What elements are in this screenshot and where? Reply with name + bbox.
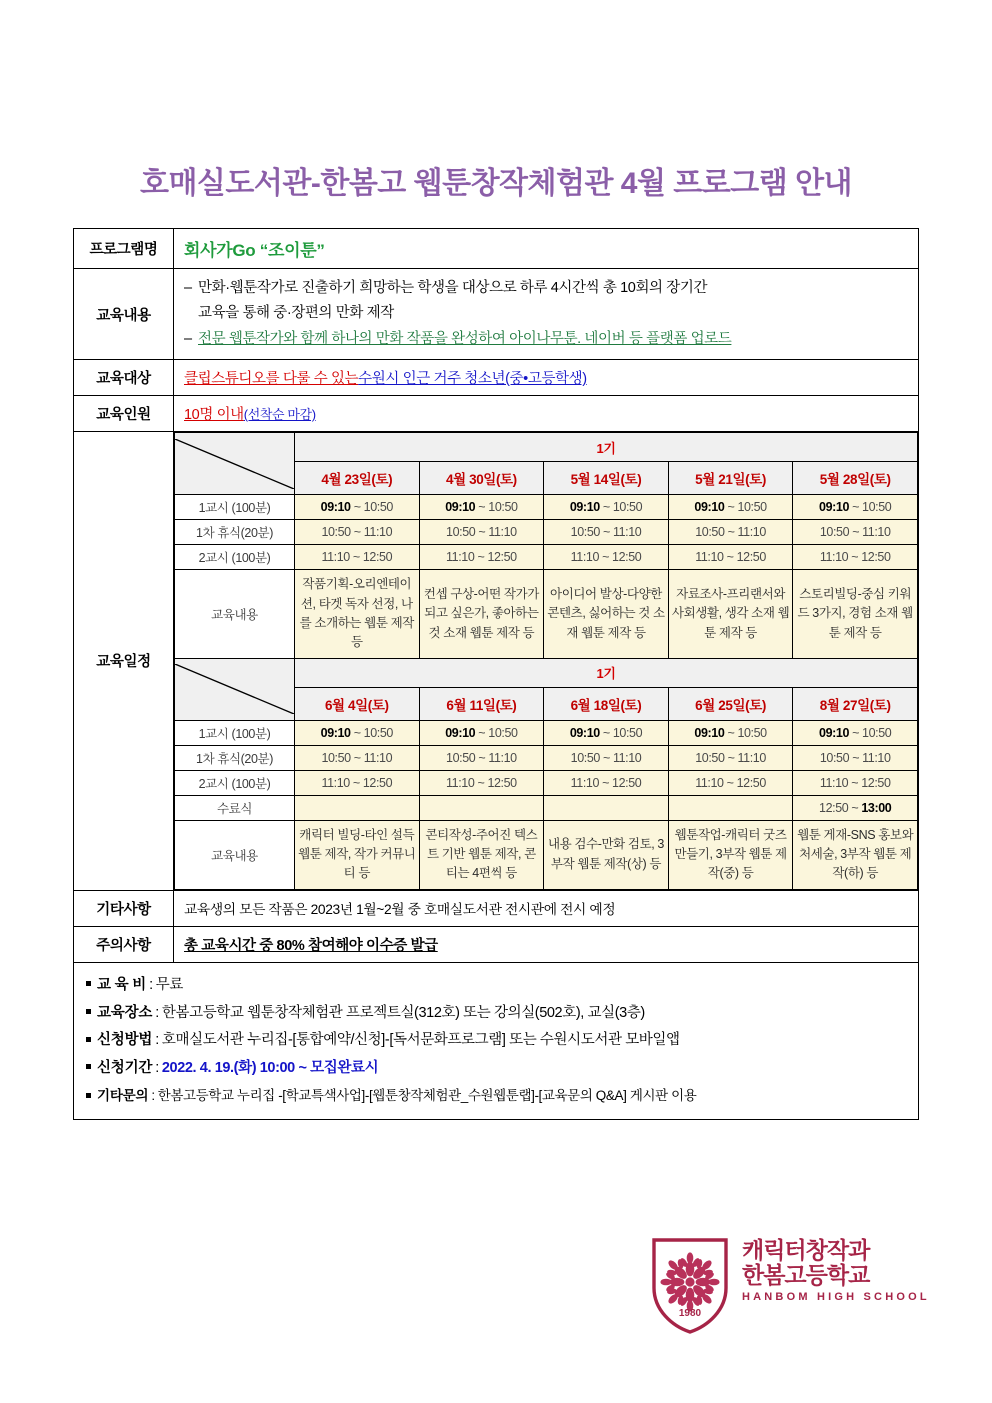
- dash-marker: –: [184, 280, 192, 296]
- bullet-separator: :: [155, 1032, 159, 1049]
- label-education-content: 교육내용: [74, 269, 174, 360]
- value-target: [174, 360, 919, 396]
- logo-korean-line-1: 캐릭터창작과: [742, 1237, 870, 1263]
- block2-term-label: 1기: [295, 658, 918, 687]
- block2-date-header: 6월 11일(토): [419, 687, 544, 720]
- value-etc: [174, 890, 919, 926]
- schedule-container: [174, 432, 919, 891]
- capacity-red-text: 10명 이내: [184, 407, 244, 424]
- block1-period2-cell: 11:10 ~ 12:50: [419, 545, 544, 570]
- content-line-2-text: 교육을 통해 중·장편의 만화 제작: [198, 305, 394, 322]
- bullet-key: 교육장소: [97, 1004, 153, 1021]
- block1-content-cell: 스토리빌딩-중심 키워드 3가지, 경험 소재 웹툰 제작 등: [793, 570, 918, 659]
- block1-content-cell: 컨셉 구상-어떤 작가가 되고 싶은가, 좋아하는 것 소재 웹툰 제작 등: [419, 570, 544, 659]
- schedule-block1-break-row: [175, 520, 918, 545]
- program-info-table: [73, 228, 919, 1120]
- content-line-1-text: 만화·웹툰작가로 진출하기 희망하는 학생을 대상으로 하루 4시간씩 총 10회의 장기간: [198, 280, 708, 296]
- label-schedule: 교육일정: [74, 432, 174, 891]
- table-row-program-name: [74, 229, 919, 269]
- block1-break-cell: 10:50 ~ 11:10: [419, 520, 544, 545]
- shield-crest-icon: [648, 1236, 732, 1336]
- schedule-block2-break-row: [175, 745, 918, 770]
- list-item: [86, 1000, 906, 1028]
- block2-break-cell: 10:50 ~ 11:10: [295, 745, 420, 770]
- block1-date-header: 5월 28일(토): [793, 462, 918, 495]
- block2-period2-cell: 11:10 ~ 12:50: [793, 770, 918, 795]
- block2-break-cell: 10:50 ~ 11:10: [668, 745, 793, 770]
- list-item: [86, 972, 906, 1000]
- list-item: [86, 1027, 906, 1055]
- block1-content-cell: 자료조사-프리랜서와 사회생활, 생각 소재 웹툰 제작 등: [668, 570, 793, 659]
- label-etc: 기타사항: [74, 890, 174, 926]
- block1-period2-cell: 11:10 ~ 12:50: [544, 545, 669, 570]
- table-row-target: [74, 360, 919, 396]
- block2-content-cell: 웹툰 게재-SNS 홍보와 처세술, 3부작 웹툰 제작(하) 등: [793, 820, 918, 889]
- content-line-1: [184, 276, 908, 301]
- bullet-square-icon: [86, 981, 91, 986]
- row-label-period1: 1교시 (100분): [175, 495, 295, 520]
- etc-text: 교육생의 모든 작품은 2023년 1월~2월 중 호매실도서관 전시관에 전시 예정: [184, 902, 616, 918]
- block2-period1-cell: 09:10 ~ 10:50: [793, 720, 918, 745]
- schedule-block2-content-row: [175, 820, 918, 889]
- block1-content-cell: 작품기획-오리엔테이션, 타겟 독자 선정, 나를 소개하는 웹툰 제작 등: [295, 570, 420, 659]
- caution-text: 총 교육시간 중 80% 참여해야 이수증 발급: [184, 937, 438, 954]
- block2-period1-cell: 09:10 ~ 10:50: [668, 720, 793, 745]
- bullet-list: [74, 962, 919, 1119]
- bullet-square-icon: [86, 1064, 91, 1069]
- row-label-content: 교육내용: [175, 570, 295, 659]
- block2-content-cell: 콘티작성-주어진 텍스트 기반 웹툰 제작, 콘티는 4편씩 등: [419, 820, 544, 889]
- row-label-period2: 2교시 (100분): [175, 545, 295, 570]
- block1-break-cell: 10:50 ~ 11:10: [295, 520, 420, 545]
- schedule-block1-content-row: [175, 570, 918, 659]
- diagonal-corner-cell: [175, 433, 295, 495]
- block2-ceremony-cell: 12:50 ~ 13:00: [793, 795, 918, 820]
- block1-break-cell: 10:50 ~ 11:10: [668, 520, 793, 545]
- bullet-value: 호매실도서관 누리집-[통합예약/신청]-[독서문화프로그램] 또는 수원시도서관 모바일앱: [161, 1032, 680, 1049]
- logo-english-name: HANBOM HIGH SCHOOL: [742, 1290, 930, 1303]
- label-caution: 주의사항: [74, 926, 174, 962]
- row-label-period1: 1교시 (100분): [175, 720, 295, 745]
- dash-marker: –: [184, 330, 192, 347]
- row-label-ceremony: 수료식: [175, 795, 295, 820]
- block1-break-cell: 10:50 ~ 11:10: [544, 520, 669, 545]
- row-label-period2: 2교시 (100분): [175, 770, 295, 795]
- block2-content-cell: 내용 검수-만화 검토, 3부작 웹툰 제작(상) 등: [544, 820, 669, 889]
- value-capacity: [174, 396, 919, 432]
- logo-wordmark: [742, 1238, 930, 1303]
- diagonal-line-icon: [175, 664, 294, 714]
- content-line-2: [184, 301, 908, 326]
- schedule-block2-term-row: [175, 658, 918, 687]
- diagonal-line-icon: [175, 439, 294, 489]
- block2-period1-cell: 09:10 ~ 10:50: [419, 720, 544, 745]
- block1-period1-cell: 09:10 ~ 10:50: [793, 495, 918, 520]
- list-item: [86, 1055, 906, 1083]
- bullet-square-icon: [86, 1093, 91, 1098]
- block2-date-header: 6월 25일(토): [668, 687, 793, 720]
- block2-ceremony-cell: [668, 795, 793, 820]
- bullet-key: 신청방법: [97, 1032, 153, 1049]
- row-label-content: 교육내용: [175, 820, 295, 889]
- block2-date-header: 6월 18일(토): [544, 687, 669, 720]
- block1-date-header: 5월 14일(토): [544, 462, 669, 495]
- label-target: 교육대상: [74, 360, 174, 396]
- schedule-table: [174, 432, 918, 890]
- block2-period2-cell: 11:10 ~ 12:50: [295, 770, 420, 795]
- block2-content-cell: 웹툰작업-캐릭터 굿즈 만들기, 3부작 웹툰 제작(중) 등: [668, 820, 793, 889]
- block2-break-cell: 10:50 ~ 11:10: [419, 745, 544, 770]
- capacity-blue-text: (선착순 마감): [243, 407, 316, 423]
- block1-term-label: 1기: [295, 433, 918, 462]
- block2-break-cell: 10:50 ~ 11:10: [544, 745, 669, 770]
- block2-content-cell: 캐릭터 빌딩-타인 설득 웹툰 제작, 작가 커뮤니티 등: [295, 820, 420, 889]
- bullet-square-icon: [86, 1037, 91, 1042]
- row-label-break1: 1차 휴식(20분): [175, 745, 295, 770]
- block1-period1-cell: 09:10 ~ 10:50: [668, 495, 793, 520]
- table-row-schedule: [74, 432, 919, 891]
- value-education-content: [174, 269, 919, 360]
- block2-date-header: 6월 4일(토): [295, 687, 420, 720]
- block1-period2-cell: 11:10 ~ 12:50: [295, 545, 420, 570]
- block2-period2-cell: 11:10 ~ 12:50: [544, 770, 669, 795]
- schedule-block2-ceremony-row: [175, 795, 918, 820]
- block1-period1-cell: 09:10 ~ 10:50: [419, 495, 544, 520]
- logo-korean-line-2: 한봄고등학교: [742, 1261, 870, 1288]
- school-logo: [648, 1236, 938, 1341]
- block1-break-cell: 10:50 ~ 11:10: [793, 520, 918, 545]
- bullet-separator: :: [149, 976, 153, 993]
- program-name-text: 회사가Go “조이툰”: [184, 241, 325, 260]
- table-row-caution: [74, 926, 919, 962]
- target-red-text: 클립스튜디오를 다룰 수 있는: [184, 371, 359, 388]
- bullet-separator: :: [151, 1088, 155, 1104]
- schedule-block1-term-row: [175, 433, 918, 462]
- block2-period2-cell: 11:10 ~ 12:50: [668, 770, 793, 795]
- bullet-value: 무료: [155, 976, 183, 993]
- bullet-value: 2022. 4. 19.(화) 10:00 ~ 모집완료시: [161, 1060, 379, 1077]
- schedule-block1-period2-row: [175, 545, 918, 570]
- row-label-break1: 1차 휴식(20분): [175, 520, 295, 545]
- block1-date-header: 5월 21일(토): [668, 462, 793, 495]
- block2-ceremony-cell: [419, 795, 544, 820]
- block1-content-cell: 아이디어 발상-다양한 콘텐츠, 싫어하는 것 소재 웹툰 제작 등: [544, 570, 669, 659]
- block2-ceremony-cell: [295, 795, 420, 820]
- block1-period2-cell: 11:10 ~ 12:50: [668, 545, 793, 570]
- bullet-square-icon: [86, 1009, 91, 1014]
- table-row-etc: [74, 890, 919, 926]
- bullet-value: 한봄고등학교 누리집 -[학교특색사업]-[웹툰창작체험관_수원웹툰랩]-[교육문의 Q&A] 게시판 이용: [157, 1088, 697, 1104]
- value-caution: [174, 926, 919, 962]
- label-program-name: 프로그램명: [74, 229, 174, 269]
- block2-date-header: 8월 27일(토): [793, 687, 918, 720]
- content-line-3-text: 전문 웹툰작가와 함께 하나의 만화 작품을 완성하여 아이나무툰. 네이버 등 플랫폼 업로드: [198, 330, 732, 347]
- bullet-value: 한봄고등학교 웹툰창작체험관 프로젝트실(312호) 또는 강의실(502호), 교실(3층): [161, 1004, 645, 1021]
- content-line-3: [184, 327, 908, 352]
- value-program-name: [174, 229, 919, 269]
- schedule-block2-period1-row: [175, 720, 918, 745]
- bullet-key: 교 육 비: [97, 976, 147, 993]
- block1-period1-cell: 09:10 ~ 10:50: [295, 495, 420, 520]
- block1-period1-cell: 09:10 ~ 10:50: [544, 495, 669, 520]
- table-row-education-content: [74, 269, 919, 360]
- diagonal-corner-cell: [175, 658, 295, 720]
- table-row-capacity: [74, 396, 919, 432]
- table-row-bullets: [74, 962, 919, 1119]
- schedule-block1-period1-row: [175, 495, 918, 520]
- block2-period2-cell: 11:10 ~ 12:50: [419, 770, 544, 795]
- block2-period1-cell: 09:10 ~ 10:50: [544, 720, 669, 745]
- bullet-key: 기타문의: [97, 1088, 149, 1104]
- bullet-separator: :: [155, 1004, 159, 1021]
- bullet-key: 신청기간: [97, 1060, 153, 1077]
- page-title: 호매실도서관-한봄고 웹툰창작체험관 4월 프로그램 안내: [139, 167, 853, 200]
- block1-date-header: 4월 23일(토): [295, 462, 420, 495]
- block2-period1-cell: 09:10 ~ 10:50: [295, 720, 420, 745]
- logo-year-text: 1980: [678, 1308, 702, 1319]
- block1-period2-cell: 11:10 ~ 12:50: [793, 545, 918, 570]
- target-blue-text: 수원시 인근 거주 청소년(중•고등학생): [358, 371, 587, 388]
- block2-ceremony-cell: [544, 795, 669, 820]
- schedule-block2-period2-row: [175, 770, 918, 795]
- list-item: [86, 1083, 906, 1109]
- block2-break-cell: 10:50 ~ 11:10: [793, 745, 918, 770]
- label-capacity: 교육인원: [74, 396, 174, 432]
- block1-date-header: 4월 30일(토): [419, 462, 544, 495]
- bullet-separator: :: [155, 1060, 159, 1077]
